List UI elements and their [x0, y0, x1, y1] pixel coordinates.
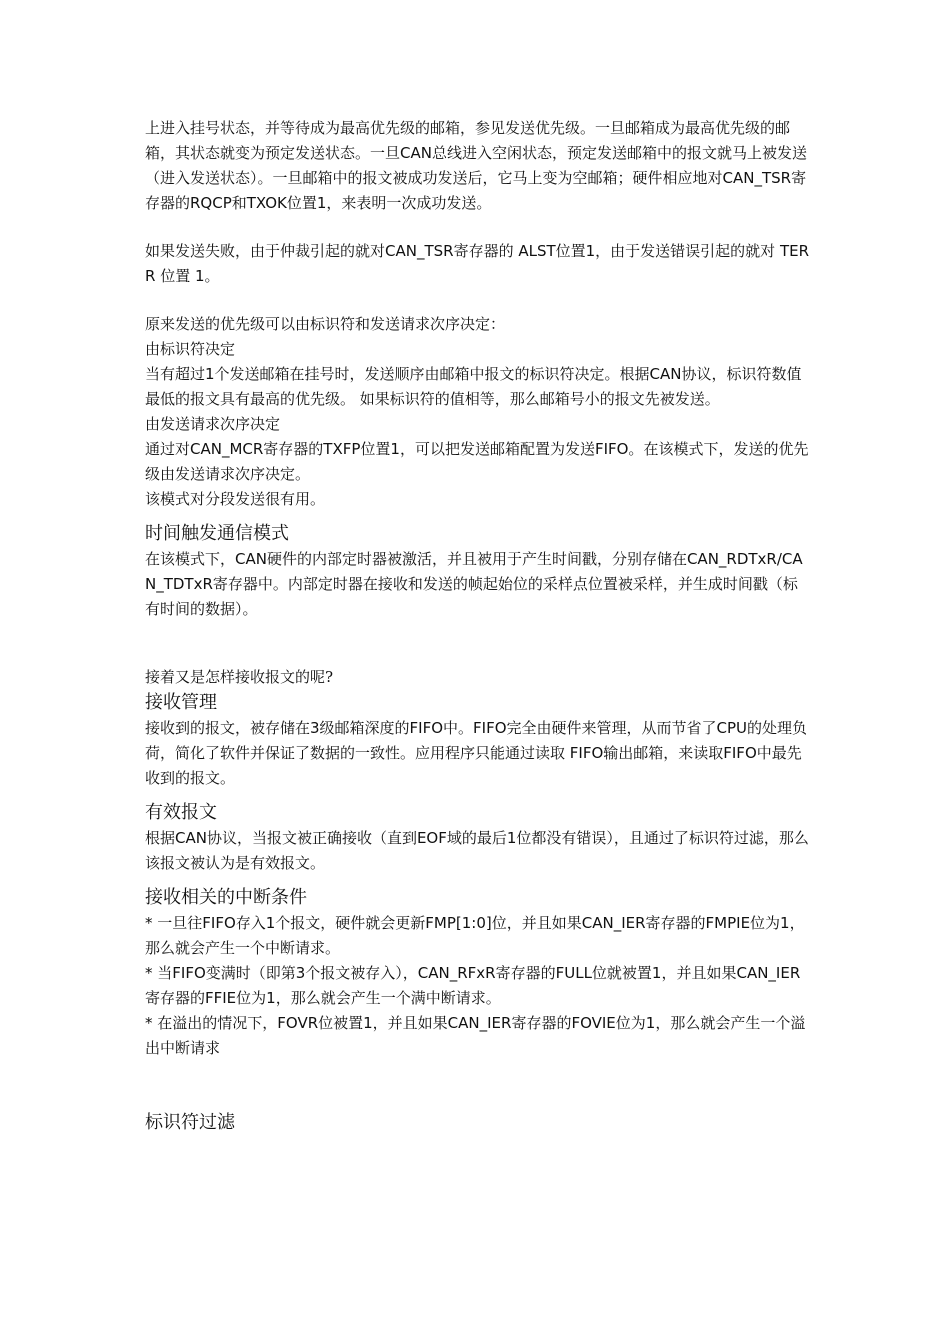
- paragraph-segmented-send: 该模式对分段发送很有用。: [145, 490, 326, 508]
- list-item-full-interrupt: * 当FIFO变满时（即第3个报文被存入），CAN_RFxR寄存器的FULL位就被置1，并且如果CAN_IER寄存器的FFIE位为1，那么就会产生一个满中断请求。: [145, 964, 801, 1007]
- list-item-fmp-interrupt: * 一旦往FIFO存入1个报文，硬件就会更新FMP[1:0]位，并且如果CAN_IER寄存器的FMPIE位为1，那么就会产生一个中断请求。: [145, 914, 805, 957]
- paragraph-txfp-fifo: 通过对CAN_MCR寄存器的TXFP位置1，可以把发送邮箱配置为发送FIFO。在该模式下，发送的优先级由发送请求次序决定。: [145, 440, 809, 483]
- heading-receive-management: 接收管理: [145, 692, 217, 713]
- paragraph-receive-fifo: 接收到的报文，被存储在3级邮箱深度的FIFO中。FIFO完全由硬件来管理，从而节省了CPU的处理负荷，简化了软件并保证了数据的一致性。应用程序只能通过读取 FIFO输出邮箱，来读取FIFO中最先收到的报文。: [145, 719, 808, 787]
- heading-receive-interrupts: 接收相关的中断条件: [145, 887, 307, 908]
- subheading-by-identifier: 由标识符决定: [145, 340, 236, 358]
- paragraph-valid-message: 根据CAN协议，当报文被正确接收（直到EOF域的最后1位都没有错误），且通过了标识符过滤，那么该报文被认为是有效报文。: [145, 829, 809, 872]
- subheading-by-request-order: 由发送请求次序决定: [145, 415, 281, 433]
- paragraph-receive-question: 接着又是怎样接收报文的呢?: [145, 668, 334, 686]
- heading-valid-message: 有效报文: [145, 802, 217, 823]
- paragraph-send-failure: 如果发送失败，由于仲裁引起的就对CAN_TSR寄存器的 ALST位置1，由于发送错误引起的就对 TERR 位置 1。: [145, 242, 810, 285]
- document-page: [145, 116, 810, 1136]
- paragraph-mailbox-pending: 上进入挂号状态，并等待成为最高优先级的邮箱，参见发送优先级。一旦邮箱成为最高优先级的邮箱，其状态就变为预定发送状态。一旦CAN总线进入空闲状态，预定发送邮箱中的报文就马上被发送（进入发送状态）。一旦邮箱中的报文被成功发送后，它马上变为空邮箱；硬件相应地对CAN_TSR寄存器的RQCP和TXOK位置1，来表明一次成功发送。: [145, 119, 807, 212]
- paragraph-priority-intro: 原来发送的优先级可以由标识符和发送请求次序决定：: [145, 315, 506, 333]
- paragraph-identifier-priority: 当有超过1个发送邮箱在挂号时，发送顺序由邮箱中报文的标识符决定。根据CAN协议，标识符数值最低的报文具有最高的优先级。 如果标识符的值相等，那么邮箱号小的报文先被发送。: [145, 365, 802, 408]
- heading-identifier-filter: 标识符过滤: [145, 1112, 235, 1133]
- list-item-overrun-interrupt: * 在溢出的情况下，FOVR位被置1，并且如果CAN_IER寄存器的FOVIE位为1，那么就会产生一个溢出中断请求: [145, 1014, 806, 1057]
- paragraph-time-triggered: 在该模式下，CAN硬件的内部定时器被激活，并且被用于产生时间戳，分别存储在CAN_RDTxR/CAN_TDTxR寄存器中。内部定时器在接收和发送的帧起始位的采样点位置被采样，并生成时间戳（标有时间的数据）。: [145, 550, 803, 618]
- heading-time-triggered-mode: 时间触发通信模式: [145, 523, 289, 544]
